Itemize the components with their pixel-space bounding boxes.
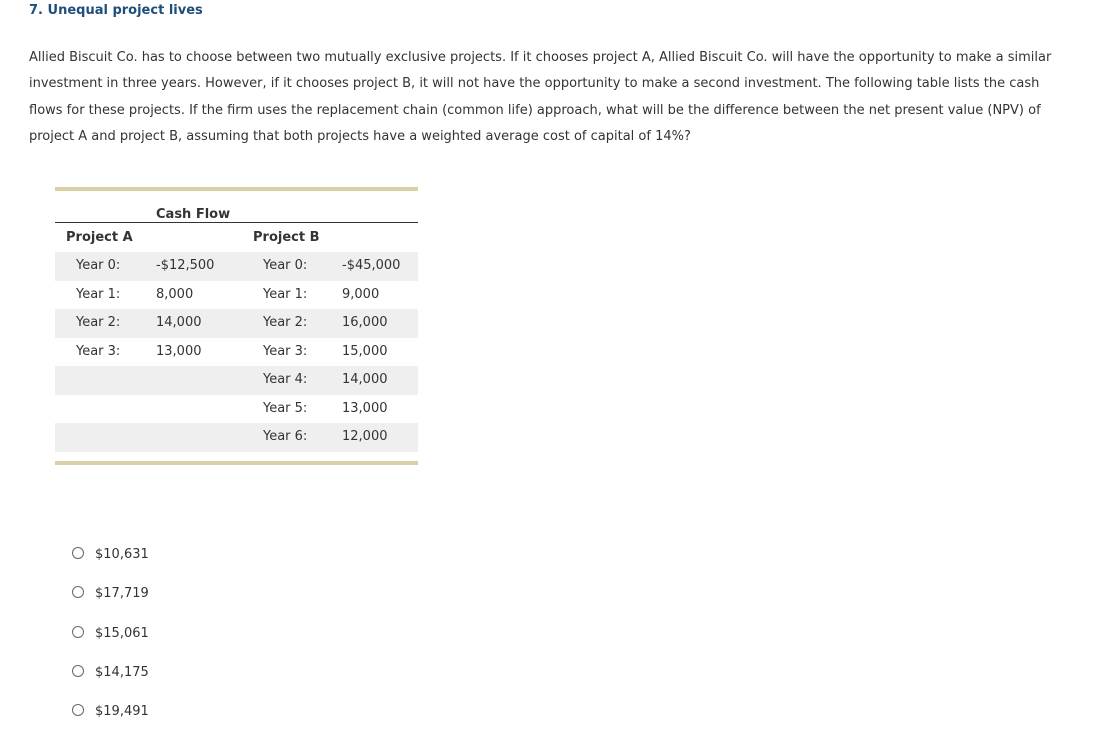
table-row (55, 281, 418, 310)
answer-option-label[interactable]: $19,491 (95, 704, 149, 720)
project-a-year: Year 3: (76, 343, 121, 359)
answer-option-label[interactable]: $10,631 (95, 547, 149, 563)
answer-option-label[interactable]: $14,175 (95, 665, 149, 681)
table-row (55, 423, 418, 452)
project-a-cash-flow: 14,000 (156, 315, 202, 330)
project-b-year: Year 2: (263, 315, 308, 330)
table-row (55, 309, 418, 338)
project-a-year: Year 1: (76, 286, 121, 302)
question-title: 7. Unequal project lives (29, 3, 203, 18)
cash-flow-header (55, 191, 418, 223)
radio-button[interactable] (72, 704, 84, 716)
table-bottom-rule (55, 461, 418, 465)
answer-option[interactable] (72, 534, 149, 573)
project-b-year: Year 6: (263, 429, 308, 444)
project-b-cash-flow: -$45,000 (342, 258, 401, 273)
answer-option[interactable] (72, 573, 149, 612)
answer-option-label[interactable]: $15,061 (95, 625, 149, 641)
project-b-year: Year 0: (263, 258, 308, 273)
project-a-year: Year 0: (76, 258, 121, 273)
radio-button[interactable] (72, 547, 84, 559)
radio-button[interactable] (72, 665, 84, 677)
answer-option[interactable] (72, 613, 149, 652)
project-a-cash-flow: -$12,500 (156, 258, 215, 273)
project-a-cash-flow: 8,000 (156, 286, 194, 302)
cash-flow-table (55, 187, 418, 465)
project-b-cash-flow: 16,000 (342, 315, 388, 330)
project-b-year: Year 3: (263, 343, 308, 359)
table-row (55, 338, 418, 367)
project-b-year: Year 5: (263, 400, 308, 416)
table-row (55, 395, 418, 424)
project-b-year: Year 1: (263, 286, 308, 302)
question-text: Allied Biscuit Co. has to choose between two mutually exclusive projects. If it chooses project A, Allied Biscuit Co. will have the opportunity to make a similar investment in three years. However, if it chooses project B, it will not have the opportunity to make a second investment. The following table lists the cash flows for these projects. If the firm uses the replacement chain (common life) approach, what will be the difference between the net present value (NPV) of project A and project B, assuming that both projects have a weighted average cost of capital of 14%? (29, 50, 1052, 144)
project-a-year: Year 2: (76, 315, 121, 330)
answer-options (72, 534, 149, 730)
project-labels-row (55, 223, 418, 252)
project-b-year: Year 4: (263, 372, 308, 387)
project-b-cash-flow: 14,000 (342, 372, 388, 387)
project-b-cash-flow: 9,000 (342, 286, 380, 302)
project-b-cash-flow: 13,000 (342, 400, 388, 416)
project-b-cash-flow: 15,000 (342, 343, 388, 359)
project-a-cash-flow: 13,000 (156, 343, 202, 359)
project-b-cash-flow: 12,000 (342, 429, 388, 444)
radio-button[interactable] (72, 586, 84, 598)
answer-option[interactable] (72, 652, 149, 691)
table-row (55, 366, 418, 395)
answer-option-label[interactable]: $17,719 (95, 586, 149, 602)
radio-button[interactable] (72, 626, 84, 638)
cash-flow-header-label: Cash Flow (156, 207, 231, 222)
table-row (55, 252, 418, 281)
answer-option[interactable] (72, 691, 149, 730)
project-b-label: Project B (253, 230, 320, 245)
project-a-label: Project A (66, 230, 133, 245)
